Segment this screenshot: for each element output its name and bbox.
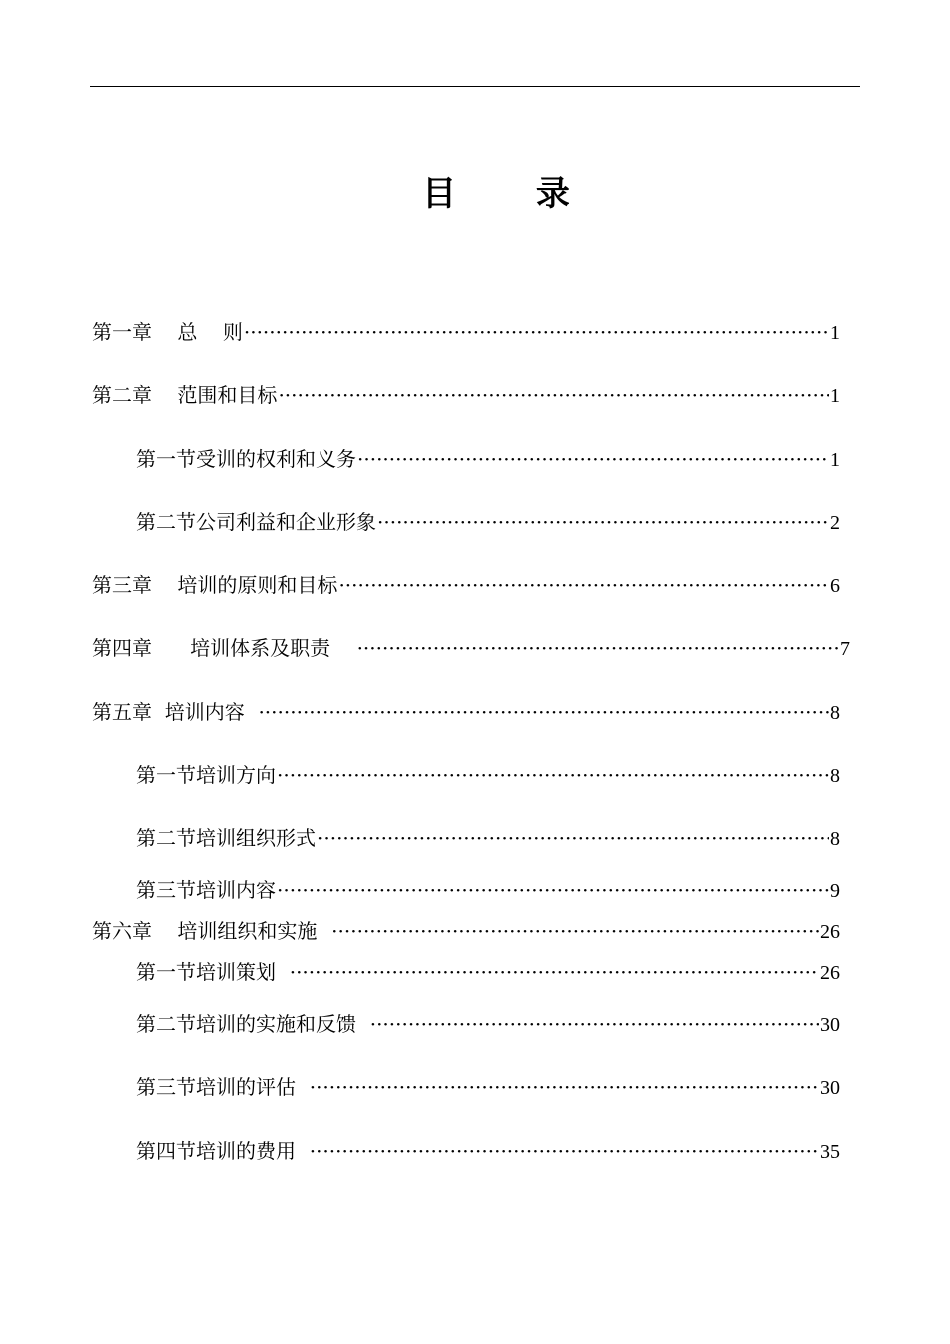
toc-dot-leader xyxy=(244,318,829,346)
toc-entry-label: 第三节培训内容 xyxy=(136,878,276,902)
toc-entry-label: 第二节培训的实施和反馈 xyxy=(136,1012,369,1036)
toc-entry-chapter-5-section-1[interactable] xyxy=(136,761,840,790)
toc-entry-chapter-6-section-2[interactable] xyxy=(136,1010,840,1039)
toc-entry-chapter-6-section-4[interactable] xyxy=(136,1137,840,1166)
toc-dot-leader xyxy=(258,698,829,726)
toc-entry-chapter-2-section-1[interactable] xyxy=(136,445,840,474)
toc-entry-label: 第二节公司利益和企业形象 xyxy=(136,510,376,534)
toc-dot-leader xyxy=(290,958,819,986)
toc-entry-label: 第一章 总 则 xyxy=(92,320,243,344)
toc-entry-page: 26 xyxy=(820,921,840,943)
toc-entry-page: 9 xyxy=(830,880,840,902)
toc-entry-chapter-5-section-2[interactable] xyxy=(136,824,840,853)
toc-dot-leader xyxy=(331,917,819,945)
toc-entry-label: 第一节受训的权利和义务 xyxy=(136,447,356,471)
toc-entry-page: 30 xyxy=(820,1014,840,1036)
toc-entry-label: 第三节培训的评估 xyxy=(136,1075,309,1099)
toc-entry-chapter-1[interactable] xyxy=(92,318,840,347)
toc-entry-chapter-6[interactable] xyxy=(92,917,840,946)
toc-dot-leader xyxy=(357,445,829,473)
toc-entry-label: 第三章 培训的原则和目标 xyxy=(92,573,338,597)
toc-entry-chapter-2[interactable] xyxy=(92,381,840,410)
toc-dot-leader xyxy=(338,571,829,599)
toc-entry-page: 35 xyxy=(820,1141,840,1163)
toc-entry-label: 第六章 培训组织和实施 xyxy=(92,919,331,943)
toc-entry-label: 第一节培训方向 xyxy=(136,763,276,787)
toc-dot-leader xyxy=(277,876,829,904)
toc-dot-leader xyxy=(357,634,839,662)
toc-dot-leader xyxy=(310,1137,819,1165)
toc-entry-page: 26 xyxy=(820,962,840,984)
toc-entry-label: 第四章 培训体系及职责 xyxy=(92,636,356,660)
toc-entry-page: 7 xyxy=(840,638,850,660)
toc-entry-page: 1 xyxy=(830,385,840,407)
toc-entry-page: 2 xyxy=(830,512,840,534)
toc-entry-page: 8 xyxy=(830,828,840,850)
toc-entry-page: 6 xyxy=(830,575,840,597)
toc-dot-leader xyxy=(370,1010,819,1038)
toc-entry-page: 30 xyxy=(820,1077,840,1099)
toc-entry-chapter-3[interactable] xyxy=(92,571,840,600)
toc-entry-label: 第二章 范围和目标 xyxy=(92,383,278,407)
toc-title: 目 录 xyxy=(422,174,604,214)
toc-dot-leader xyxy=(377,508,829,536)
toc-entry-page: 1 xyxy=(830,322,840,344)
toc-entry-chapter-4[interactable] xyxy=(92,634,850,663)
toc-entry-chapter-6-section-3[interactable] xyxy=(136,1073,840,1102)
toc-dot-leader xyxy=(277,761,829,789)
toc-dot-leader xyxy=(310,1073,819,1101)
toc-entry-label: 第二节培训组织形式 xyxy=(136,826,316,850)
toc-entry-page: 8 xyxy=(830,702,840,724)
toc-entry-page: 8 xyxy=(830,765,840,787)
toc-entry-page: 1 xyxy=(830,449,840,471)
toc-entry-chapter-5[interactable] xyxy=(92,698,840,727)
toc-entry-chapter-5-section-3[interactable] xyxy=(136,876,840,905)
toc-entry-chapter-2-section-2[interactable] xyxy=(136,508,840,537)
toc-entry-label: 第四节培训的费用 xyxy=(136,1139,309,1163)
toc-entry-label: 第五章 培训内容 xyxy=(92,700,258,724)
toc-dot-leader xyxy=(317,824,829,852)
toc-dot-leader xyxy=(278,381,829,409)
toc-entry-label: 第一节培训策划 xyxy=(136,960,289,984)
toc-entry-chapter-6-section-1[interactable] xyxy=(136,958,840,987)
